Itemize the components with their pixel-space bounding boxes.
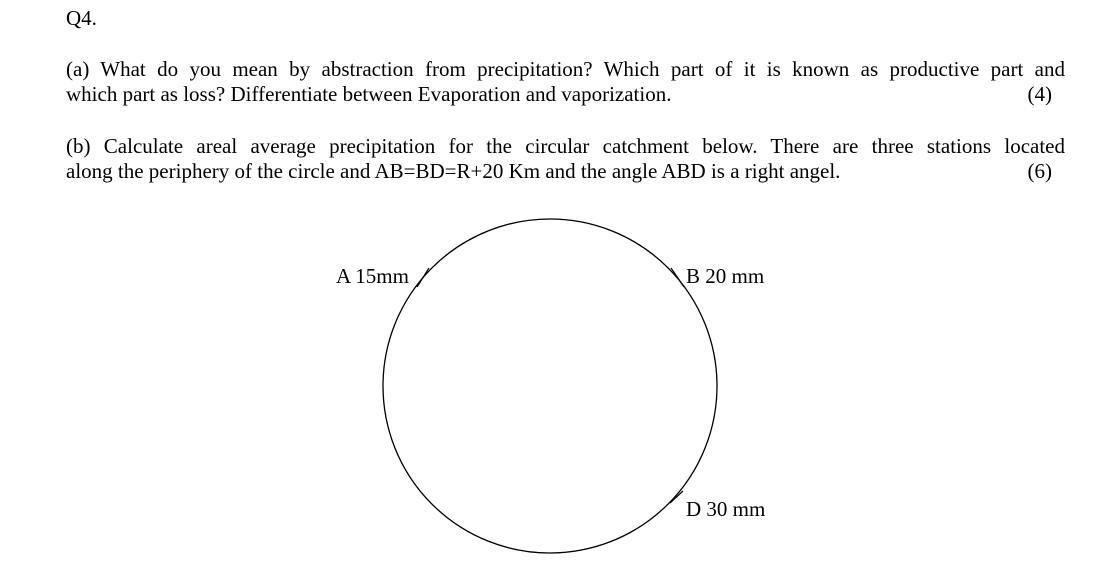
part-b-marks: (6) <box>1027 159 1052 183</box>
station-b-leader <box>671 268 684 287</box>
part-a-line-2-text: which part as loss? Differentiate between Evaporation and vaporization. <box>66 82 672 106</box>
part-a-line-1: (a) What do you mean by abstraction from precipitation? Which part of it is known as productive part and <box>66 57 1065 81</box>
question-number: Q4. <box>66 6 97 30</box>
part-b-line-2-text: along the periphery of the circle and AB=BD=R+20 Km and the angle ABD is a right angel. <box>66 159 841 183</box>
station-d-leader <box>670 491 683 503</box>
part-b-line-1: (b) Calculate areal average precipitation for the circular catchment below. There are three stations located <box>66 134 1065 158</box>
catchment-circle <box>383 219 717 553</box>
part-a-marks: (4) <box>1027 82 1052 106</box>
station-a-label: A 15mm <box>336 264 409 288</box>
station-d-label: D 30 mm <box>686 497 766 521</box>
station-a-leader <box>417 268 429 287</box>
station-b-label: B 20 mm <box>686 264 765 288</box>
